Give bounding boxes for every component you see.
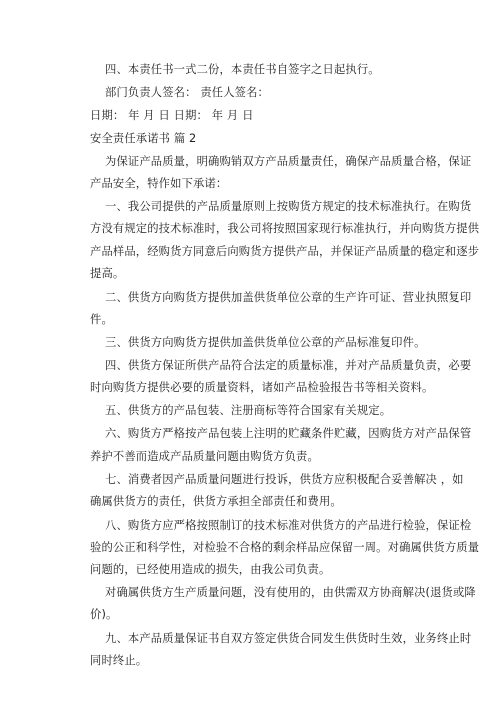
item-one-line-4: 提高。 — [90, 267, 125, 280]
item-four-line-1: 四、供货方保证所供产品符合法定的质量标准，并对产品质量负责，必要 — [105, 359, 472, 372]
item-nine-line-2: 同时终止。 — [90, 654, 148, 667]
item-six-line-2: 养护不善而造成产品质量问题由购货方负责。 — [90, 450, 319, 463]
item-five-line: 五、供货方的产品包装、注册商标等符合国家有关规定。 — [105, 404, 392, 417]
item-one-line-2: 方没有规定的技术标准时，我公司将按照国家现行标准执行，并向购货方提供 — [90, 222, 480, 235]
section-title: 安全责任承诺书 篇 2 — [90, 132, 197, 145]
signature-names-line: 部门负责人签名： 责任人签名： — [105, 86, 269, 99]
item-eight-sub-line-1: 对确属供货方生产质量问题，没有使用的，由供需双方协商解决(退货或降 — [105, 586, 476, 599]
item-two-line-1: 二、供货方向购货方提供加盖供货单位公章的生产许可证、营业执照复印 — [105, 291, 472, 304]
item-seven-line-1: 七、消费者因产品质量问题进行投诉，供货方应积极配合妥善解决 ，如 — [105, 473, 464, 486]
item-eight-line-2: 验的公正和科学性，对检验不合格的剩余样品应保留一周。对确属供货方质量 — [90, 541, 480, 554]
item-one-line-1: 一、我公司提供的产品质量原则上按购货方规定的技术标准执行。在购货 — [105, 200, 472, 213]
item-two-line-2: 件。 — [90, 313, 113, 326]
item-three-line: 三、供货方向购货方提供加盖供货单位公章的产品标准复印件。 — [105, 336, 426, 349]
intro-line-2: 产品安全，特作如下承诺： — [90, 177, 228, 190]
clause-four-line: 四、本责任书一式二份，本责任书自签字之日起执行。 — [105, 63, 380, 76]
item-one-line-3: 产品样品，经购货方同意后向购货方提供产品，并保证产品质量的稳定和逐步 — [90, 245, 480, 258]
item-four-line-2: 时向购货方提供必要的质量资料，诸如产品检验报告书等相关资料。 — [90, 381, 434, 394]
intro-line-1: 为保证产品质量，明确购销双方产品质量责任，确保产品质量合格，保证 — [105, 155, 472, 168]
item-nine-line-1: 九、本产品质量保证书自双方签定供货合同发生供货时生效，业务终止时 — [105, 632, 472, 645]
item-eight-line-3: 问题的，已经使用造成的损失，由我公司负责。 — [90, 563, 331, 576]
item-eight-line-1: 八、购货方应严格按照制订的技术标准对供货方的产品进行检验，保证检 — [105, 519, 472, 532]
item-six-line-1: 六、购货方严格按产品包装上注明的贮藏条件贮藏，因购货方对产品保管 — [105, 427, 472, 440]
item-seven-line-2: 确属供货方的责任，供货方承担全部责任和费用。 — [90, 495, 342, 508]
item-eight-sub-line-2: 价)。 — [90, 608, 118, 621]
signature-dates-line: 日期： 年 月 日 日期： 年 月 日 — [90, 109, 254, 122]
